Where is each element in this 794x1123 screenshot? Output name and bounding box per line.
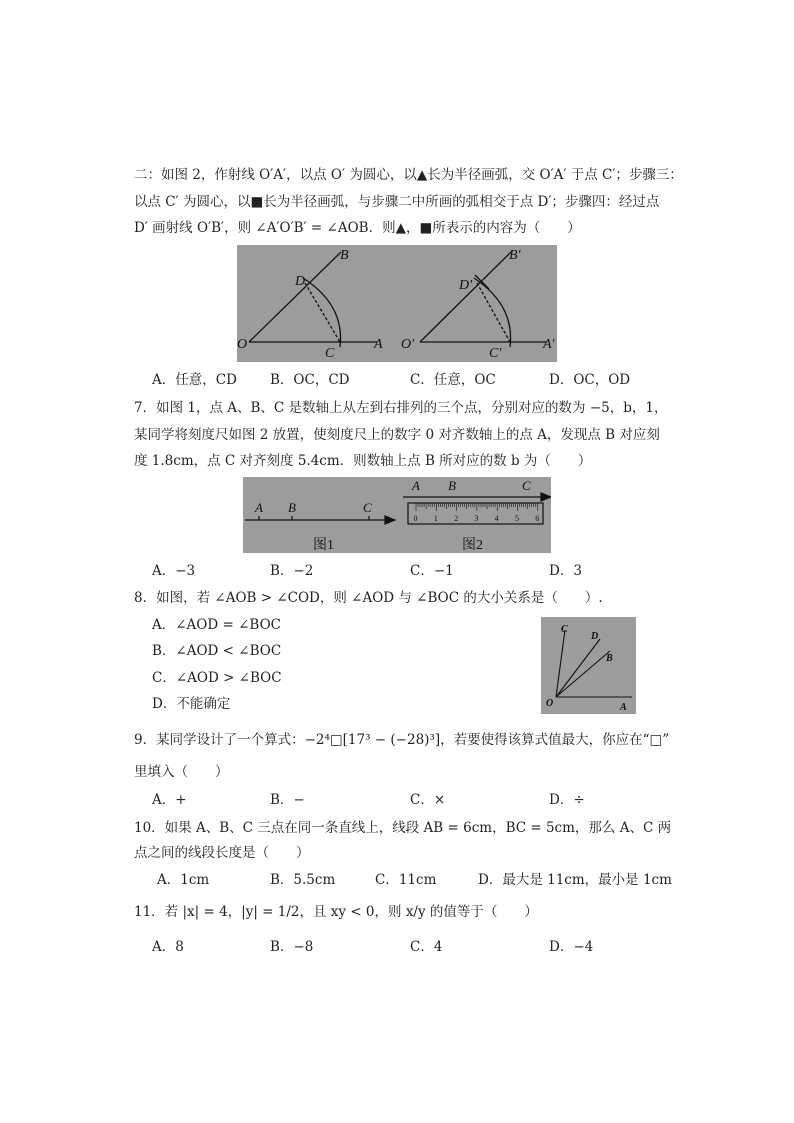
option-c: C．任意，OC <box>410 372 496 388</box>
q6-line: D′ 画射线 O′B′，则 ∠A′O′B′ = ∠AOB．则▲，■所表示的内容为（ ） <box>134 220 581 236</box>
q10-line: 10．如果 A、B、C 三点在同一条直线上，线段 AB = 6cm，BC = 5cm，那么 A、C 两 <box>134 820 672 836</box>
q7-line: 7．如图 1，点 A、B、C 是数轴上从左到右排列的三个点，分别对应的数为 −5，b，1， <box>134 400 668 416</box>
option-b: B．OC，CD <box>270 372 350 388</box>
label-A: A <box>374 337 383 352</box>
label-D-prime: D′ <box>459 278 473 293</box>
q6-line: 二：如图 2，作射线 O′A′，以点 O′ 为圆心，以▲长为半径画弧，交 O′A′ 于点 C′；步骤三： <box>134 167 683 183</box>
label-B: B <box>448 478 456 493</box>
label-B-prime: B′ <box>509 248 521 263</box>
option-b: B．∠AOD < ∠BOC <box>152 643 282 659</box>
label-C: C <box>363 500 372 515</box>
q11-line: 11．若 |x| = 4，|y| = 1/2，且 xy < 0，则 x/y 的值等于（ ） <box>134 904 538 920</box>
q6-line: 以点 C′ 为圆心，以■长为半径画弧，与步骤二中所画的弧相交于点 D′；步骤四：经过点 <box>134 194 660 210</box>
label-C: C <box>522 478 531 493</box>
q9-line: 里填入（ ） <box>134 764 229 780</box>
option-d: D．−4 <box>549 939 594 955</box>
option-a: A．+ <box>152 792 187 808</box>
label-A-prime: A′ <box>543 337 555 352</box>
q10-line: 点之间的线段长度是（ ） <box>134 845 310 861</box>
ruler-number: 6 <box>535 514 540 523</box>
caption-fig1: 图1 <box>313 538 334 553</box>
label-C: C <box>561 624 568 635</box>
ruler-number: 3 <box>474 514 479 523</box>
label-B: B <box>288 500 296 515</box>
option-a: A．∠AOD = ∠BOC <box>152 617 281 633</box>
option-b: B．−2 <box>270 563 314 579</box>
option-b: B．−8 <box>270 939 314 955</box>
option-a: A．−3 <box>152 563 196 579</box>
q7-figure <box>243 477 551 553</box>
caption-fig2: 图2 <box>462 538 483 553</box>
label-O: O <box>237 337 248 352</box>
label-A: A <box>620 702 627 713</box>
option-c: C．4 <box>410 939 443 955</box>
label-C-prime: C′ <box>489 346 502 361</box>
option-d: D．OC，OD <box>549 372 631 388</box>
label-A: A <box>255 500 263 515</box>
ruler-number: 4 <box>494 514 499 523</box>
option-a: A．1cm <box>157 872 210 888</box>
ruler-number: 1 <box>433 514 438 523</box>
option-d: D．÷ <box>549 792 585 808</box>
ruler-number: 5 <box>515 514 519 523</box>
label-O-prime: O′ <box>401 337 415 352</box>
label-B: B <box>606 653 613 664</box>
label-D: D <box>591 631 599 642</box>
q9-line: 9．某同学设计了一个算式：−2⁴□[17³ − (−28)³]，若要使得该算式值最大，你应在“□” <box>134 732 670 748</box>
label-B: B <box>340 248 349 263</box>
q7-line: 某同学将刻度尺如图 2 放置，使刻度尺上的数字 0 对齐数轴上的点 A，发现点 B 对应刻 <box>134 427 660 443</box>
label-C: C <box>325 346 335 361</box>
option-a: A．任意，CD <box>152 372 237 388</box>
q8-line: 8．如图，若 ∠AOB > ∠COD，则 ∠AOD 与 ∠BOC 的大小关系是（ ）. <box>134 590 603 606</box>
option-b: B．5.5cm <box>270 872 336 888</box>
option-c: C．11cm <box>375 872 437 888</box>
q6-figure <box>237 245 557 362</box>
ruler-number: 2 <box>454 514 459 523</box>
option-a: A．8 <box>152 939 184 955</box>
option-c: C．× <box>410 792 446 808</box>
ruler-number: 0 <box>413 514 418 523</box>
option-c: C．∠AOD > ∠BOC <box>152 670 282 686</box>
label-D: D <box>295 274 306 289</box>
q8-figure <box>541 617 636 714</box>
option-c: C．−1 <box>410 563 454 579</box>
option-d: D．不能确定 <box>152 696 231 712</box>
q7-line: 度 1.8cm，点 C 对齐刻度 5.4cm．则数轴上点 B 所对应的数 b 为（ ） <box>134 453 592 469</box>
label-O: O <box>546 698 554 709</box>
option-b: B．− <box>270 792 305 808</box>
option-d: D．最大是 11cm，最小是 1cm <box>478 872 672 888</box>
label-A: A <box>412 478 420 493</box>
option-d: D．3 <box>549 563 582 579</box>
